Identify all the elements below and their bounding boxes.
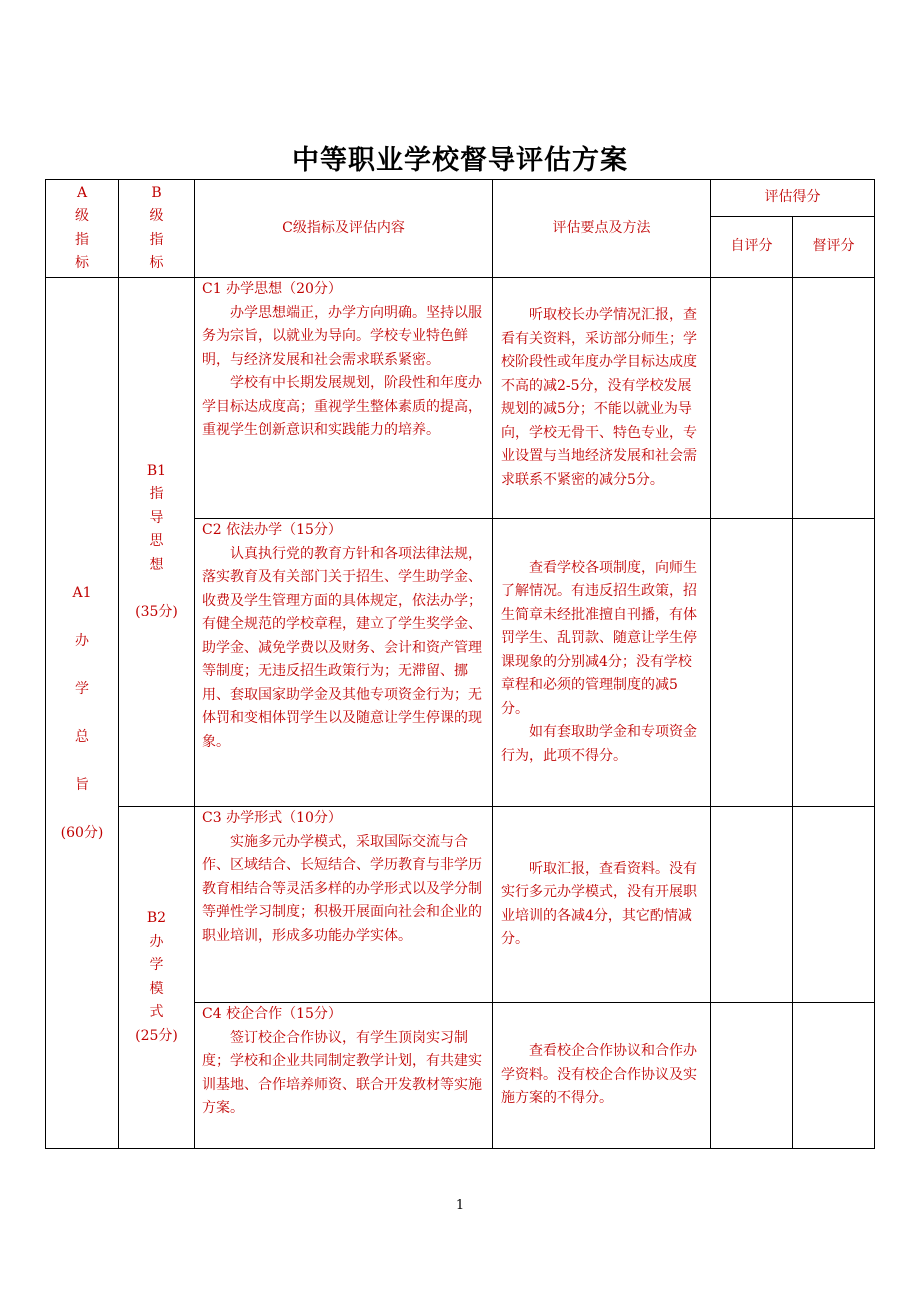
c3-content: C3 办学形式（10分） 实施多元办学模式，采取国际交流与合作、区域结合、长短结合、学历教育与非学历教育相结合等灵活多样的办学形式以及学分制等弹性学习制度；积极开展面向社会和企业的职业培训，形成多功能办学实体。 [195,807,493,1003]
header-a-level: A 级 指 标 [46,180,119,278]
c3-supervisor-score[interactable] [793,807,875,1003]
header-c-level: C级指标及评估内容 [195,180,493,278]
b2-cell: B2 办 学 模 式 (25分) [119,807,195,1149]
evaluation-table [45,179,875,1149]
c3-method: 听取汇报，查看资料。没有实行多元办学模式，没有开展职业培训的各减4分，其它酌情减分。 [493,807,711,1003]
header-supervisor-score: 督评分 [793,217,875,278]
a1-cell: A1 办 学 总 旨 (60分) [46,278,119,1149]
c4-content: C4 校企合作（15分） 签订校企合作协议，有学生顶岗实习制度；学校和企业共同制定教学计划，有共建实训基地、合作培养师资、联合开发教材等实施方案。 [195,1003,493,1149]
page-number: 1 [455,1198,465,1213]
c2-supervisor-score[interactable] [793,519,875,807]
b1-cell: B1 指 导 思 想 (35分) [119,278,195,807]
header-b-level: B 级 指 标 [119,180,195,278]
c3-self-score[interactable] [711,807,793,1003]
c2-self-score[interactable] [711,519,793,807]
c1-method: 听取校长办学情况汇报，查看有关资料，采访部分师生；学校阶段性或年度办学目标达成度不高的减2-5分，没有学校发展规划的减5分；不能以就业为导向，学校无骨干、特色专业，专业设置与当地经济发展和社会需求联系不紧密的减分5分。 [493,278,711,519]
c2-content: C2 依法办学（15分） 认真执行党的教育方针和各项法律法规，落实教育及有关部门关于招生、学生助学金、收费及学生管理方面的具体规定，依法办学；有健全规范的学校章程，建立了学生奖学金、助学金、减免学费以及财务、会计和资产管理等制度；无违反招生政策行为；无滞留、挪用、套取国家助学金及其他专项资金行为；无体罚和变相体罚学生以及随意让学生停课的现象。 [195,519,493,807]
c1-self-score[interactable] [711,278,793,519]
c1-content: C1 办学思想（20分） 办学思想端正，办学方向明确。坚持以服务为宗旨，以就业为导向。学校专业特色鲜明，与经济发展和社会需求联系紧密。 学校有中长期发展规划，阶段性和年度办学目标达成度高；重视学生整体素质的提高，重视学生创新意识和实践能力的培养。 [195,278,493,519]
c2-method: 查看学校各项制度，向师生了解情况。有违反招生政策，招生简章未经批准擅自刊播，有体罚学生、乱罚款、随意让学生停课现象的分别减4分；没有学校章程和必须的管理制度的减5分。 如有套取助学金和专项资金行为，此项不得分。 [493,519,711,807]
c4-supervisor-score[interactable] [793,1003,875,1149]
c4-method: 查看校企合作协议和合作办学资料。没有校企合作协议及实施方案的不得分。 [493,1003,711,1149]
header-self-score: 自评分 [711,217,793,278]
c1-supervisor-score[interactable] [793,278,875,519]
c4-self-score[interactable] [711,1003,793,1149]
document-title: 中等职业学校督导评估方案 [292,145,628,176]
header-score-group: 评估得分 [711,180,875,217]
header-method: 评估要点及方法 [493,180,711,278]
